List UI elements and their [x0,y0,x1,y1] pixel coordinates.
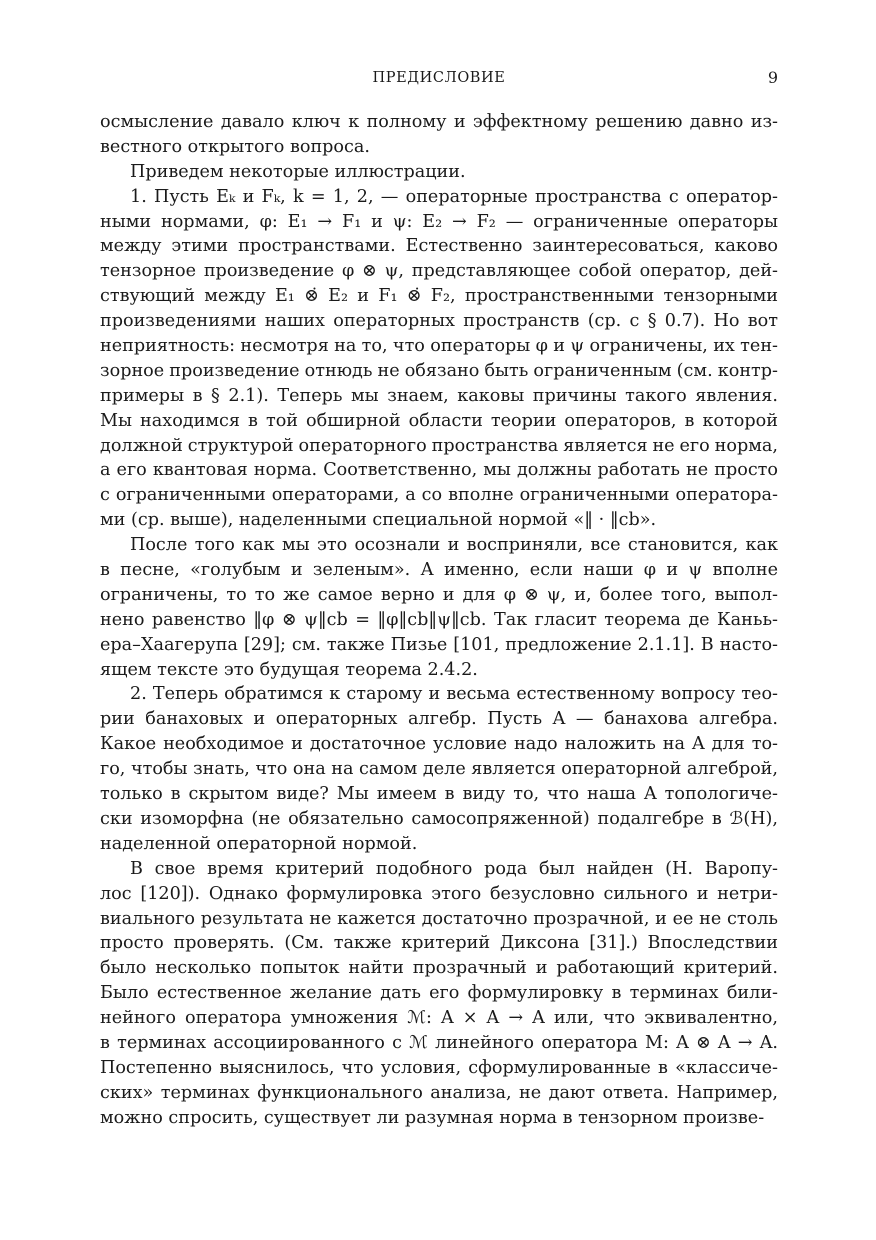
text-line: рии банаховых и операторных алгебр. Пусть A — банахова алгебра. [100,709,778,730]
text-line: просто проверять. (См. также критерий Диксона [31].) Впоследствии [100,933,778,954]
text-line: 2. Теперь обратимся к старому и весьма естественному вопросу тео- [130,684,778,705]
text-line: нейного оператора умножения ℳ: A × A → A или, что эквивалентно, [100,1008,778,1029]
text-line: ми (ср. выше), наделенными специальной нормой «‖ · ‖cb». [100,510,657,531]
text-line: зорное произведение отнюдь не обязано быть ограниченным (см. контр- [100,360,778,381]
text-line: ными нормами, φ: E₁ → F₁ и ψ: E₂ → F₂ — ограниченные операторы [100,211,778,232]
text-line: ящем тексте это будущая теорема 2.4.2. [100,659,478,680]
text-line: между этими пространствами. Естественно заинтересоваться, каково [100,236,778,257]
text-line: виального результата не кажется достаточно прозрачной, и ее не столь [100,908,778,929]
text-line: ских» терминах функционального анализа, не дают ответа. Например, [100,1082,778,1103]
text-line: Постепенно выяснилось, что условия, сформулированные в «классиче- [100,1057,778,1078]
text-line: с ограниченными операторами, а со вполне ограниченными оператора- [100,485,778,506]
text-line: должной структурой операторного пространства является не его норма, [100,435,778,456]
text-line: а его квантовая норма. Соответственно, мы должны работать не просто [100,460,778,481]
text-line: неприятность: несмотря на то, что операторы φ и ψ ограничены, их тен- [100,336,778,357]
text-line: го, чтобы знать, что она на самом деле является операторной алгеброй, [100,759,778,780]
text-line: После того как мы это осознали и восприняли, все становится, как [130,535,778,556]
text-line: Приведем некоторые иллюстрации. [130,161,466,182]
text-line: вестного открытого вопроса. [100,136,370,157]
text-line: наделенной операторной нормой. [100,833,418,854]
text-line: можно спросить, существует ли разумная норма в тензорном произве- [100,1107,765,1128]
text-line: нено равенство ‖φ ⊗ ψ‖cb = ‖φ‖cb‖ψ‖cb. Так гласит теорема де Каньь- [100,609,778,630]
text-line: в песне, «голубым и зеленым». А именно, если наши φ и ψ вполне [100,560,778,581]
text-line: примеры в § 2.1). Теперь мы знаем, каковы причины такого явления. [100,385,778,406]
text-line: ски изоморфна (не обязательно самосопряженной) подалгебре в ℬ(H), [100,808,778,829]
text-line: Какое необходимое и достаточное условие надо наложить на A для то- [100,734,778,755]
body-text [100,110,778,1131]
text-line: осмысление давало ключ к полному и эффектному решению давно из- [100,112,778,132]
text-line: ствующий между E₁ ⊗̇ E₂ и F₁ ⊗̇ F₂, пространственными тензорными [100,286,778,307]
text-line: 1. Пусть Eₖ и Fₖ, k = 1, 2, — операторные пространства с оператор- [130,186,778,207]
text-line: В свое время критерий подобного рода был найден (Н. Варопу- [130,858,778,879]
text-line: было несколько попыток найти прозрачный и работающий критерий. [100,958,778,979]
chapter-title: ПРЕДИСЛОВИЕ [372,70,506,86]
text-line: Было естественное желание дать его формулировку в терминах били- [100,983,778,1004]
text-line: ограничены, то то же самое верно и для φ ⊗ ψ, и, более того, выпол- [100,584,778,605]
page-number: 9 [767,68,778,87]
text-line: тензорное произведение φ ⊗ ψ, представляющее собой оператор, дей- [100,261,778,282]
text-line: Мы находимся в той обширной области теории операторов, в которой [100,410,778,431]
text-line: только в скрытом виде? Мы имеем в виду то, что наша A топологиче- [100,784,778,805]
text-line: в терминах ассоциированного с ℳ линейного оператора M: A ⊗ A → A. [100,1032,778,1053]
text-line: ера–Хаагерупа [29]; см. также Пизье [101, предложение 2.1.1]. В насто- [100,634,778,655]
running-head [100,66,778,90]
text-line: лос [120]). Однако формулировка этого безусловно сильного и нетри- [100,883,778,904]
text-line: произведениями наших операторных пространств (ср. с § 0.7). Но вот [100,311,778,332]
